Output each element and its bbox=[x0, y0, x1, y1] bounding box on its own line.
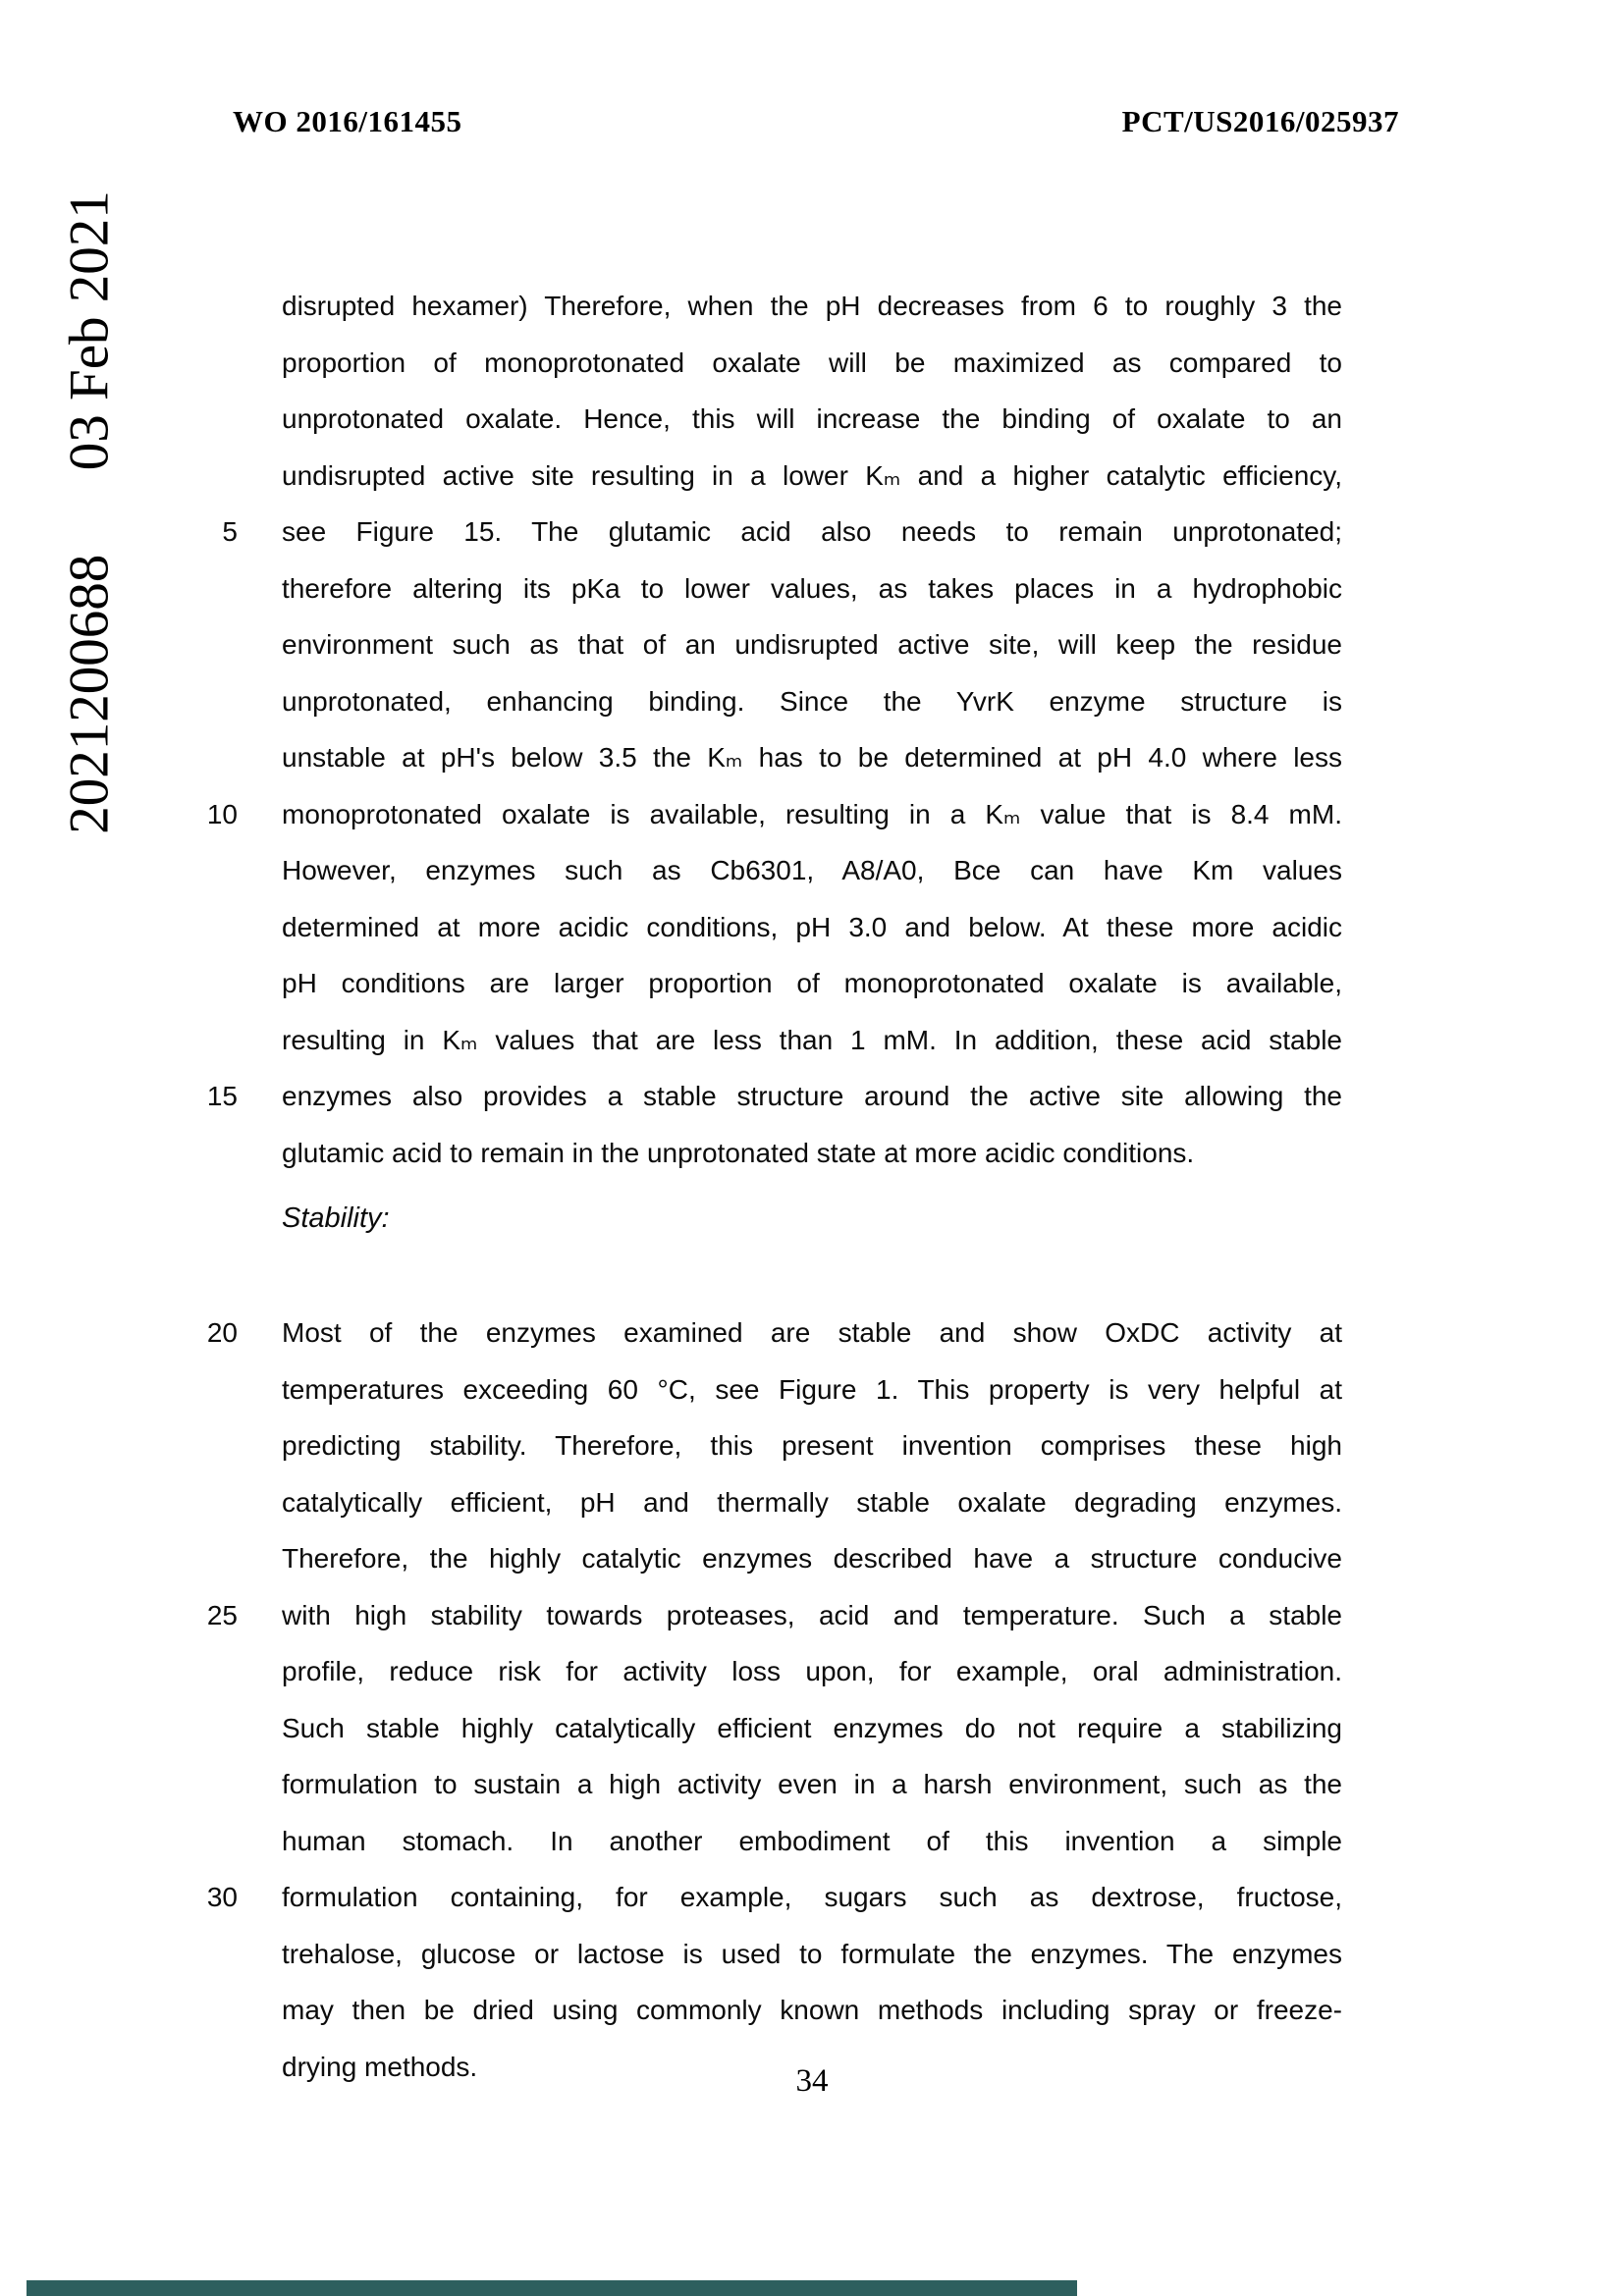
line-text: drying methods. bbox=[282, 2051, 478, 2082]
page-number: 34 bbox=[795, 2063, 829, 2099]
line-text: However, enzymes such as Cb6301, A8/A0, Bce can have Km values bbox=[282, 855, 1342, 885]
publication-number: WO 2016/161455 bbox=[233, 104, 462, 138]
text-line bbox=[206, 1587, 1342, 1644]
text-line bbox=[282, 1012, 1342, 1069]
text-line bbox=[282, 1530, 1342, 1587]
text-line bbox=[282, 616, 1342, 673]
line-text: glutamic acid to remain in the unprotonated state at more acidic conditions. bbox=[282, 1137, 1195, 1168]
bottom-ui-bar bbox=[27, 2280, 1077, 2296]
text-line bbox=[282, 1125, 1342, 1182]
line-text: may then be dried using commonly known methods including spray or freeze- bbox=[282, 1995, 1342, 2025]
text-line bbox=[282, 842, 1342, 899]
line-text: formulation to sustain a high activity even in a harsh environment, such as the bbox=[282, 1769, 1342, 1799]
text-line bbox=[282, 1362, 1342, 1418]
paragraph-1 bbox=[206, 278, 1342, 1181]
line-text: unprotonated oxalate. Hence, this will increase the binding of oxalate to an bbox=[282, 403, 1342, 434]
line-number: 20 bbox=[206, 1317, 238, 1348]
text-line bbox=[222, 504, 1342, 561]
line-text: Most of the enzymes examined are stable and show OxDC activity at bbox=[282, 1317, 1342, 1348]
paragraph-2 bbox=[206, 1305, 1342, 2095]
text-line bbox=[282, 673, 1342, 730]
line-text: proportion of monoprotonated oxalate will be maximized as compared to bbox=[282, 347, 1342, 378]
line-text: therefore altering its pKa to lower values, as takes places in a hydrophobic bbox=[282, 572, 1342, 604]
text-line bbox=[282, 899, 1342, 956]
text-line bbox=[206, 1869, 1342, 1926]
text-line bbox=[206, 786, 1342, 843]
text-line bbox=[206, 1305, 1342, 1362]
line-text: disrupted hexamer) Therefore, when the pH decreases from 6 to roughly 3 the bbox=[282, 291, 1342, 321]
text-line bbox=[282, 1756, 1342, 1813]
margin-filing-annotation-text: 2021200688 03 Feb 2021 bbox=[58, 190, 121, 834]
line-text: formulation containing, for example, sugars such as dextrose, fructose, bbox=[282, 1882, 1342, 1912]
line-text: determined at more acidic conditions, pH 3.0 and below. At these more acidic bbox=[282, 911, 1342, 942]
line-text: predicting stability. Therefore, this present invention comprises these high bbox=[282, 1430, 1342, 1461]
line-text: enzymes also provides a stable structure around the active site allowing the bbox=[282, 1081, 1342, 1111]
section-heading: Stability: bbox=[282, 1202, 390, 1234]
line-text: trehalose, glucose or lactose is used to formulate the enzymes. The enzymes bbox=[282, 1938, 1342, 1969]
line-text: monoprotonated oxalate is available, resulting in a Kₘ value that is 8.4 mM. bbox=[282, 798, 1342, 829]
line-text: Therefore, the highly catalytic enzymes described have a structure conducive bbox=[282, 1543, 1342, 1574]
line-text: environment such as that of an undisrupted active site, will keep the residue bbox=[282, 629, 1342, 660]
text-line bbox=[282, 391, 1342, 448]
text-line bbox=[282, 1417, 1342, 1474]
line-text: with high stability towards proteases, acid and temperature. Such a stable bbox=[282, 1599, 1342, 1630]
line-number: 30 bbox=[206, 1882, 238, 1912]
text-line bbox=[282, 561, 1342, 617]
line-text: human stomach. In another embodiment of this invention a simple bbox=[282, 1825, 1342, 1856]
pct-application-number: PCT/US2016/025937 bbox=[1121, 104, 1399, 138]
line-text: pH conditions are larger proportion of monoprotonated oxalate is available, bbox=[282, 968, 1342, 998]
line-text: undisrupted active site resulting in a lower Kₘ and a higher catalytic efficiency, bbox=[282, 459, 1342, 491]
line-text: unprotonated, enhancing binding. Since the YvrK enzyme structure is bbox=[282, 685, 1342, 717]
line-number: 25 bbox=[206, 1599, 238, 1630]
text-line bbox=[282, 955, 1342, 1012]
text-line bbox=[282, 1474, 1342, 1531]
text-line bbox=[282, 1643, 1342, 1700]
line-number: 5 bbox=[222, 516, 238, 547]
line-text: temperatures exceeding 60 °C, see Figure 1. This property is very helpful at bbox=[282, 1373, 1342, 1405]
text-line bbox=[282, 335, 1342, 392]
text-line bbox=[282, 278, 1342, 335]
line-text: resulting in Kₘ values that are less than 1 mM. In addition, these acid stable bbox=[282, 1024, 1342, 1055]
text-line bbox=[282, 1982, 1342, 2039]
text-line bbox=[282, 729, 1342, 786]
line-text: unstable at pH's below 3.5 the Kₘ has to be determined at pH 4.0 where less bbox=[282, 742, 1342, 773]
line-number: 10 bbox=[206, 798, 238, 829]
text-line bbox=[282, 1813, 1342, 1870]
text-line bbox=[282, 1926, 1342, 1983]
line-text: Such stable highly catalytically efficient enzymes do not require a stabilizing bbox=[282, 1712, 1342, 1743]
line-text: see Figure 15. The glutamic acid also needs to remain unprotonated; bbox=[282, 516, 1342, 547]
line-text: catalytically efficient, pH and thermally stable oxalate degrading enzymes. bbox=[282, 1486, 1342, 1518]
line-text: profile, reduce risk for activity loss upon, for example, oral administration. bbox=[282, 1656, 1342, 1686]
text-line bbox=[282, 448, 1342, 505]
text-line bbox=[282, 1700, 1342, 1757]
text-line bbox=[206, 1068, 1342, 1125]
line-number: 15 bbox=[206, 1081, 238, 1111]
